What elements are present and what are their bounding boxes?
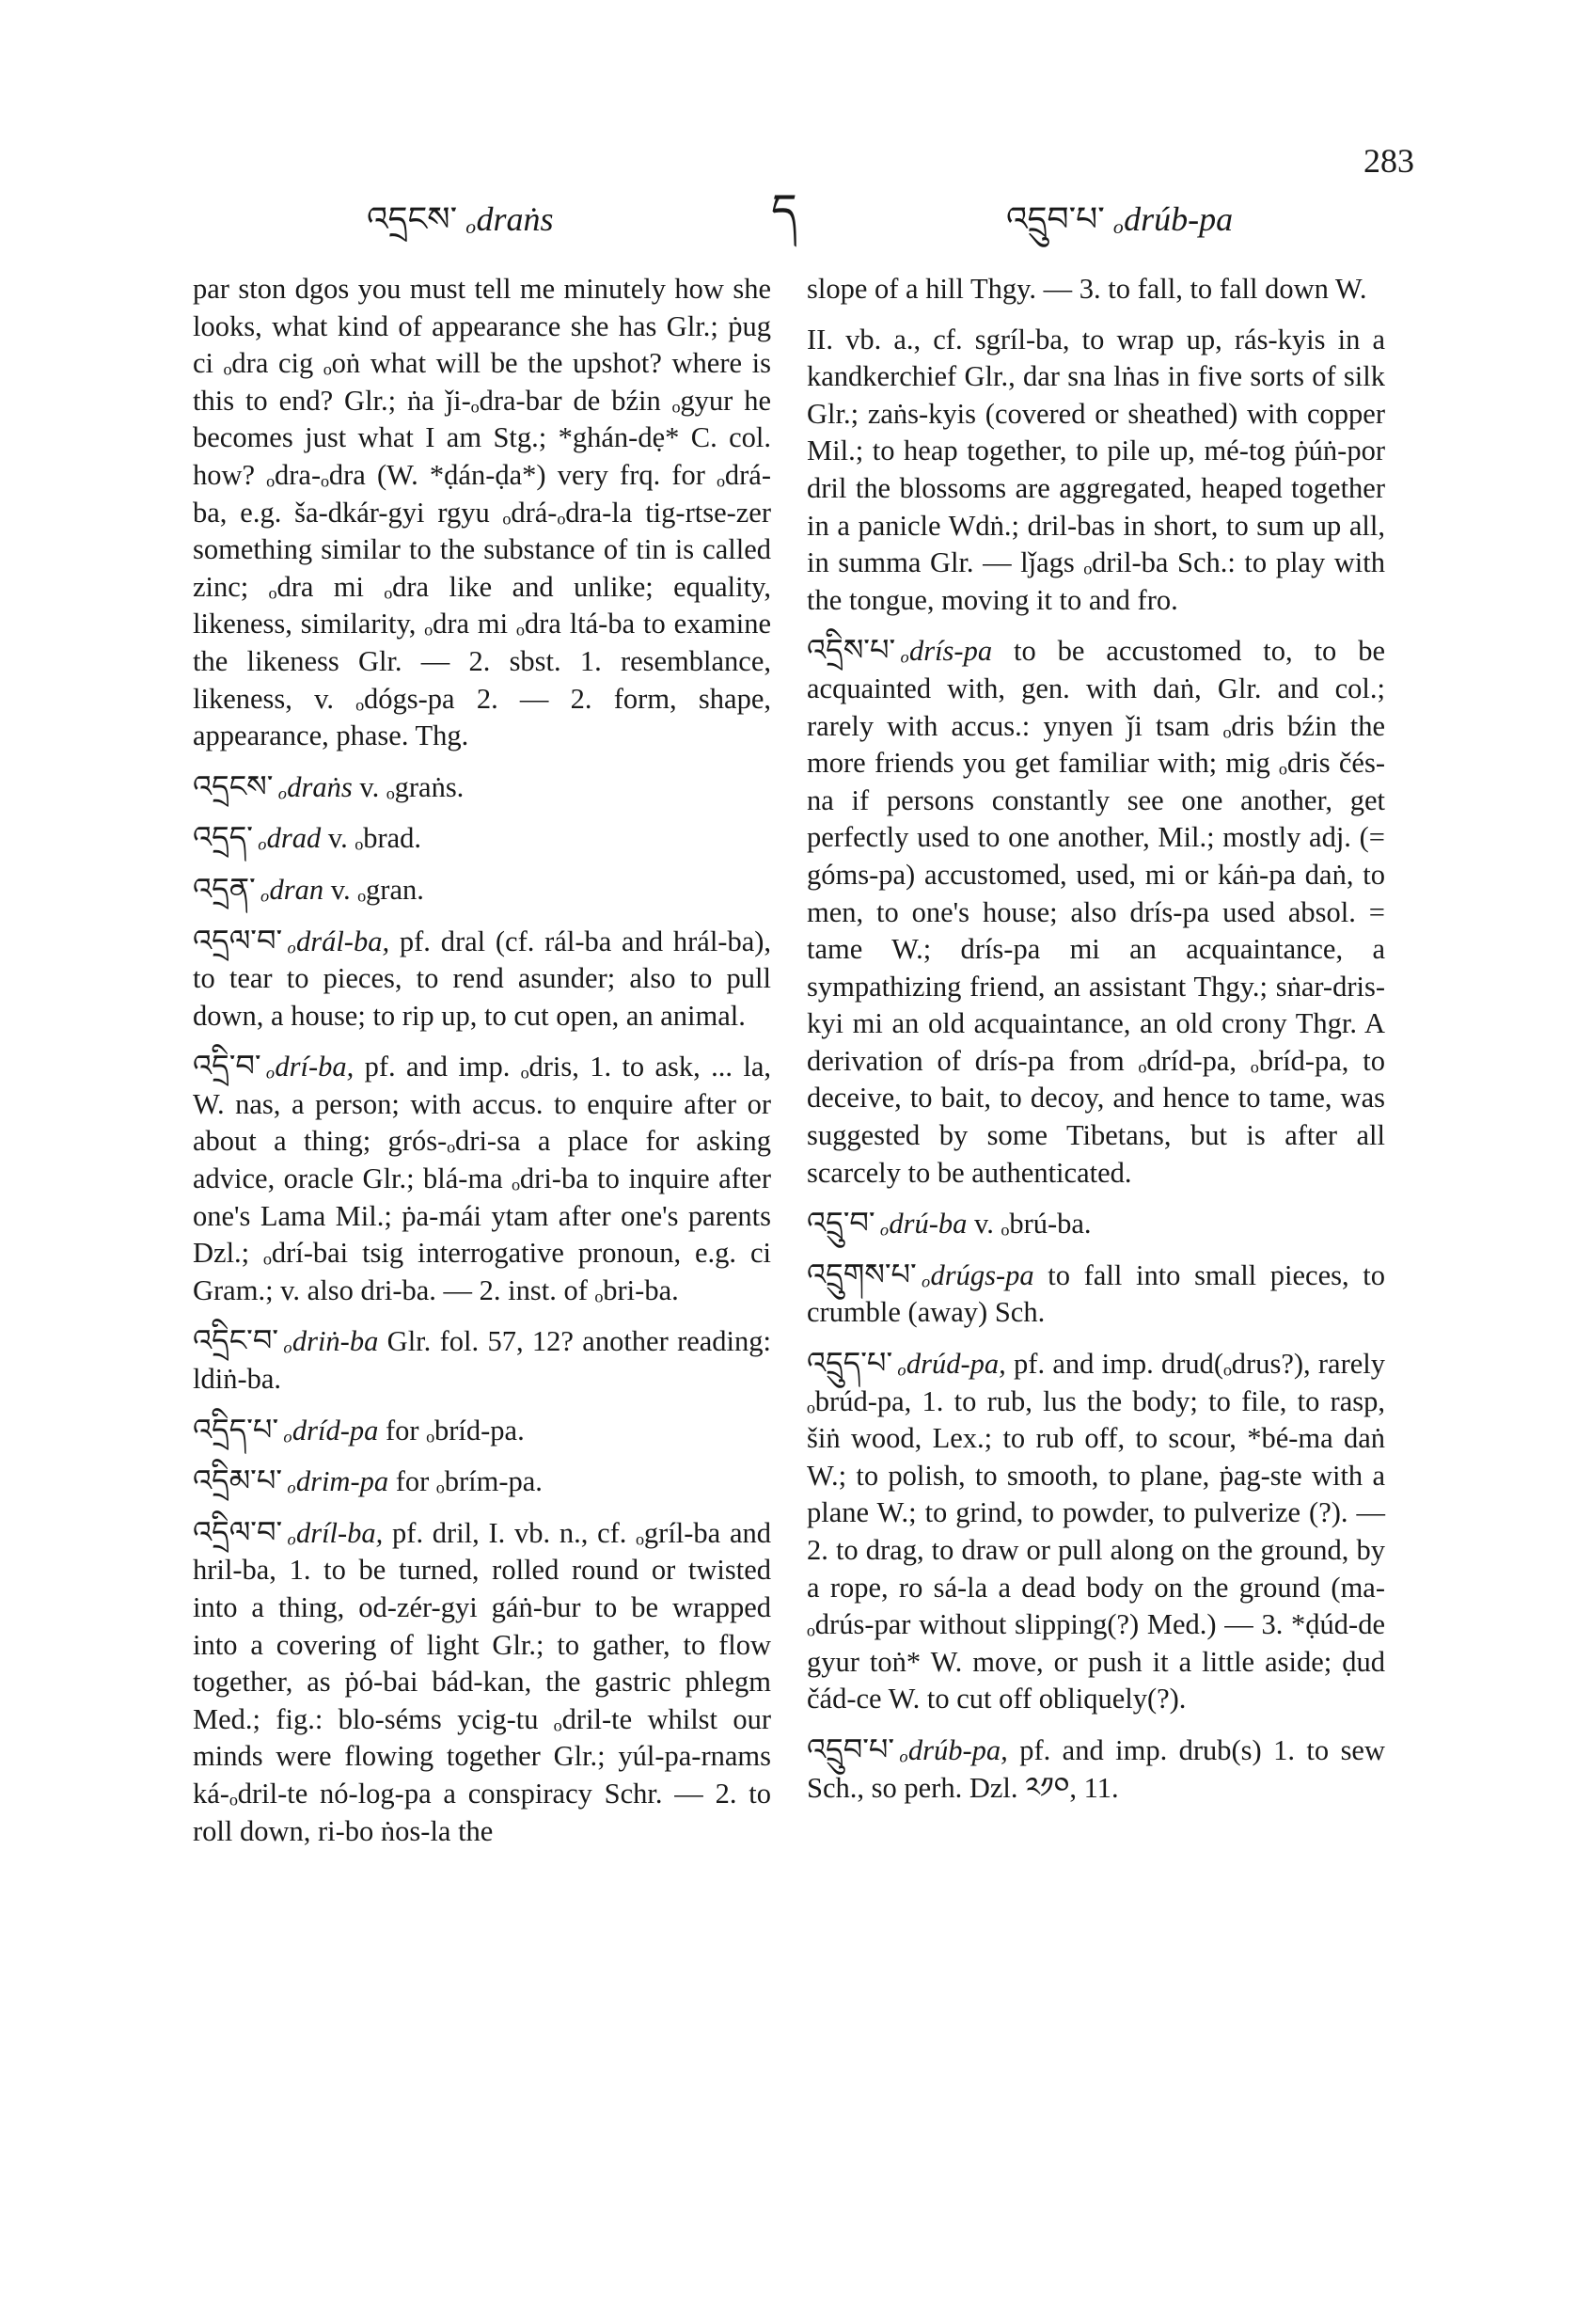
dictionary-entry [807,1257,1385,1332]
section-letter: ད [771,184,797,237]
page-number: 283 [1363,142,1414,180]
entry-headword: ₒdrú-ba [880,1208,968,1241]
dictionary-entry [193,819,771,858]
dictionary-entry [807,271,1385,308]
entry-tibetan-headword: འདྲི་བ་ [193,1048,261,1084]
dictionary-entry [193,271,771,755]
entry-headword: ₒdríl-ba, [288,1516,384,1549]
right-running-head [1006,181,1233,277]
dictionary-entry [807,1345,1385,1718]
dictionary-entry [193,768,771,807]
entry-definition: pf. dral (cf. rál-ba and hrál-ba), to tear to pieces, to rend asunder; also to pull down, a house; to rip up, to cut open, an animal. [193,925,772,1032]
entry-definition: for ₒbrím-pa. [395,1465,543,1498]
entry-definition: II. vb. a., cf. sgríl-ba, to wrap up, rás-kyis in a kandkerchief Glr., dar sna lṅas in five sorts of silk Glr.; zaṅs-kyis (covered or sheathed) with copper Mil.; to heap together, to pile up, mé-tog ṗúṅ-por dril the blossoms are aggregated, heaped together in a panicle Wdṅ.; dril-bas in short, to sum up all, in summa Glr. — lǰags ₒdril-ba Sch.: to play with the tongue, moving it to and fro. [807,323,1385,616]
entry-definition: pf. dril, I. vb. n., cf. ₒgríl-ba and hril-ba, 1. to be turned, rolled round or twisted into a thing, od-zér-gyi gáṅ-bur to be wrapped into a covering of light Glr.; to gather, to flow together, as ṗó-bai bád-kan, the gastric phlegm Med.; fig.: blo-séms ycig-tu ₒdril-te whilst our minds were flowing together Glr.; yúl-pa-rnams ká-ₒdril-te nó-log-pa a conspiracy Schr. — 2. to roll down, ri-bo ṅos-la the [193,1516,771,1847]
entry-definition: par ston dgos you must tell me minutely how she looks, what kind of appearance she has Glr.; ṗug ci ₒdra cig ₒoṅ what will be the upshot? where is this to end? Glr.; ṅa ǰi-ₒdra-bar de bźin ₒgyur he becomes just what I am Stg.; *ghán-dẹ* C. col. how? ₒdra-ₒdra (W. *ḍán-ḍa*) very frq. for ₒdrá-ba, e.g. ša-dkár-gyi rgyu ₒdrá-ₒdra-la tig-rtse-zer something similar to the substance of tin is called zinc; ₒdra mi ₒdra like and unlike; equality, likeness, similarity, ₒdra mi ₒdra ltá-ba to examine the likeness Glr. — 2. sbst. 1. resemblance, likeness, v. ₒdógs-pa 2. — 2. form, shape, appearance, phase. Thg. [193,273,771,752]
entry-headword: ₒdrúb-pa, [900,1733,1008,1766]
dictionary-entry [193,1322,771,1398]
entry-definition: to be accustomed to, to be acquainted with, gen. with daṅ, Glr. and col.; rarely with accus.: ynyen ǰi tsam ₒdris bźin the more friends you get familiar with; mig ₒdris čés-na if persons constantly see one another, get perfectly used to one another, Mil.; mostly adj. (= góms-pa) accustomed, used, mi or káṅ-pa daṅ, to men, to one's house; also drís-pa used absol. = tame W.; drís-pa mi an acquaintance, a sympathizing friend, an assistant Thgy.; sṅar-dris-kyi mi an old acquaintance, an old crony Thgr. A derivation of drís-pa from ₒdríd-pa, ₒbríd-pa, to deceive, to bait, to decoy, and hence to tame, was suggested by some Tibetans, but is after all scarcely to be authenticated. [807,635,1386,1189]
entry-headword: ₒdrís-pa [901,635,993,668]
entry-tibetan-headword: འདྲལ་བ་ [193,922,283,958]
entry-tibetan-headword: འདྲིས་པ་ [807,632,896,669]
entry-headword: ₒdriṅ-ba [284,1325,379,1358]
left-running-head-word: ₒdraṅs [466,200,554,238]
entry-tibetan-headword: འདྲུ་བ་ [807,1205,875,1241]
entry-headword: ₒdrad [258,822,322,855]
page-header [0,141,1576,239]
entry-tibetan-headword: འདྲིལ་བ་ [193,1513,283,1550]
entry-tibetan-headword: འདྲངས་ [193,767,274,804]
entry-headword: ₒdríd-pa [284,1414,379,1447]
entry-headword: ₒdrim-pa [288,1465,389,1498]
entry-definition: v. ₒgraṅs. [359,770,465,803]
entry-tibetan-headword: འདྲུད་པ་ [807,1345,893,1382]
entry-definition: pf. and imp. ₒdris, 1. to ask, ... la, W. nas, a person; with accus. to enquire after or about a thing; grós-ₒdri-sa a place for asking advice, oracle Glr.; blá-ma ₒdri-ba to inquire after one's Lama Mil.; ṗa-mái ytam after one's parents Dzl.; ₒdrí-bai tsig interrogative pronoun, e.g. ci Gram.; v. also dri-ba. — 2. inst. of ₒbri-ba. [193,1051,771,1306]
entry-definition: v. ₒgran. [330,873,424,906]
dictionary-entry [193,1514,771,1850]
entry-definition: to fall into small pieces, to crumble (away) Sch. [807,1258,1385,1329]
dictionary-entry [193,1048,771,1309]
dictionary-entry [193,1412,771,1450]
entry-tibetan-headword: འདྲུབ་པ་ [807,1731,895,1767]
right-running-head-word: ₒdrúb-pa [1113,200,1234,238]
entry-definition: slope of a hill Thgy. — 3. to fall, to fall down W. [807,273,1367,305]
entry-tibetan-headword: འདྲིད་པ་ [193,1411,279,1447]
entry-headword: ₒdran [260,873,324,906]
entry-tibetan-headword: འདྲན་ [193,870,256,907]
entry-tibetan-headword: འདྲིང་བ་ [193,1322,279,1359]
entry-headword: ₒdrí-ba, [266,1051,355,1083]
left-running-head-tibetan: འདྲངས་ [367,200,458,239]
entry-definition: v. ₒbrad. [327,822,422,855]
entry-headword: ₒdrúgs-pa [922,1258,1034,1291]
entry-tibetan-headword: འདྲད་ [193,819,253,856]
left-column [193,271,771,1863]
right-column [807,271,1385,1820]
entry-headword: ₒdrál-ba, [288,925,390,957]
dictionary-entry [193,871,771,909]
left-running-head [367,181,553,277]
dictionary-entry [807,1205,1385,1243]
entry-definition: v. ₒbrú-ba. [974,1208,1092,1241]
entry-headword: ₒdraṅs [278,770,353,803]
entry-definition: for ₒbríd-pa. [386,1414,525,1447]
dictionary-entry [807,322,1385,620]
dictionary-entry [193,923,771,1036]
entry-tibetan-headword: འདྲུགས་པ་ [807,1256,917,1292]
dictionary-entry [193,1462,771,1501]
dictionary-entry [807,632,1385,1192]
entry-headword: ₒdrúd-pa, [898,1348,1006,1381]
entry-definition: Glr. fol. 57, 12? another reading: ldiṅ-ba. [193,1325,772,1396]
dictionary-entry [807,1731,1385,1807]
entry-definition: pf. and imp. drud(ₒdrus?), rarely ₒbrúd-pa, 1. to rub, lus the body; to file, to rasp, šiṅ wood, Lex.; to rub off, to scour, *bé-ma daṅ W.; to polish, to smooth, to plane, ṗag-ste with a plane W.; to grind, to powder, to pulverize (?). — 2. to drag, to draw or pull along on the ground, by a rope, ro sá-la a dead body on the ground (ma-ₒdrús-par without slipping(?) Med.) — 3. *ḍúd-de gyur toṅ* W. move, or push it a little aside; ḍud čád-ce W. to cut off obliquely(?). [807,1348,1385,1715]
entry-tibetan-headword: འདྲིམ་པ་ [193,1462,283,1499]
right-running-head-tibetan: འདྲུབ་པ་ [1006,200,1105,239]
entry-definition: pf. and imp. drub(s) 1. to sew Sch., so perh. Dzl. ༢༡༠, 11. [807,1733,1385,1804]
